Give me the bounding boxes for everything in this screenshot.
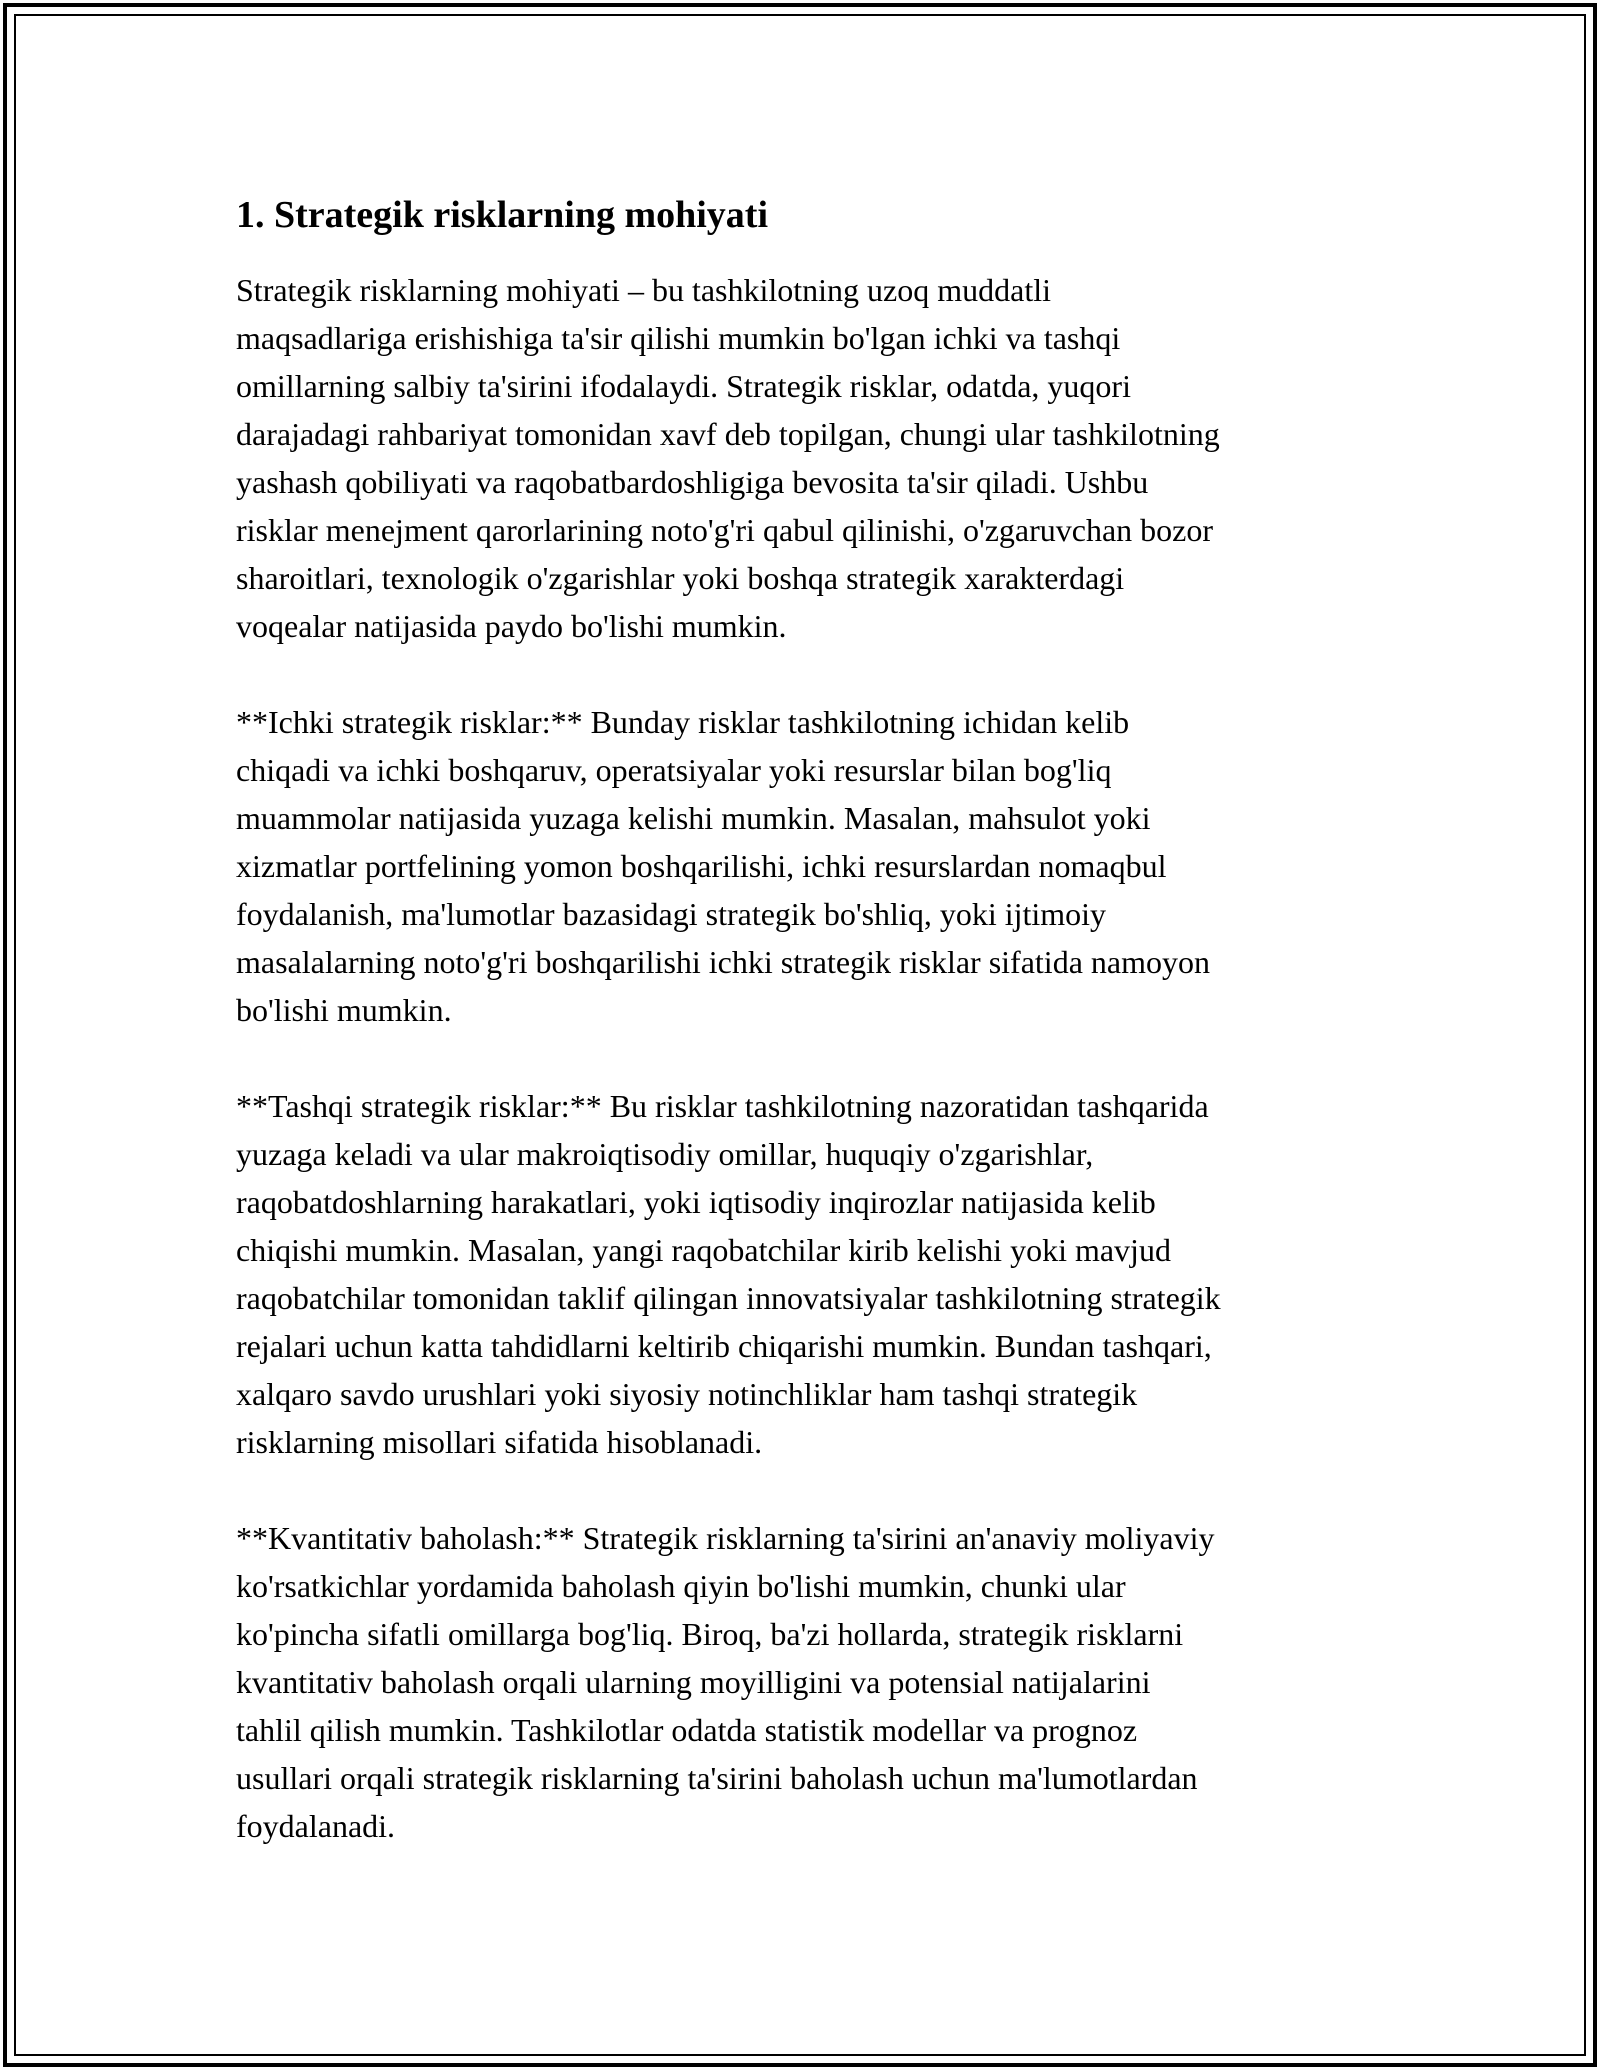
text-line: chiqadi va ichki boshqaruv, operatsiyalar yoki resurslar bilan bog'liq bbox=[236, 752, 1112, 788]
text-line: **Kvantitativ baholash:** Strategik risklarning ta'sirini an'anaviy moliyaviy bbox=[236, 1520, 1215, 1556]
text-line: usullari orqali strategik risklarning ta'sirini baholash uchun ma'lumotlardan bbox=[236, 1760, 1198, 1796]
paragraph-external-risks bbox=[236, 1082, 1376, 1466]
text-line: Strategik risklarning mohiyati – bu tashkilotning uzoq muddatli bbox=[236, 272, 1052, 308]
text-line: foydalanadi. bbox=[236, 1808, 396, 1844]
text-line: omillarning salbiy ta'sirini ifodalaydi. Strategik risklar, odatda, yuqori bbox=[236, 368, 1131, 404]
text-line: voqealar natijasida paydo bo'lishi mumkin. bbox=[236, 608, 787, 644]
text-line: maqsadlariga erishishiga ta'sir qilishi mumkin bo'lgan ichki va tashqi bbox=[236, 320, 1121, 356]
text-line: risklarning misollari sifatida hisoblanadi. bbox=[236, 1424, 763, 1460]
paragraph-intro bbox=[236, 266, 1376, 650]
text-line: sharoitlari, texnologik o'zgarishlar yoki boshqa strategik xarakterdagi bbox=[236, 560, 1125, 596]
text-line: yuzaga keladi va ular makroiqtisodiy omillar, huquqiy o'zgarishlar, bbox=[236, 1136, 1094, 1172]
text-line: **Ichki strategik risklar:** Bunday risklar tashkilotning ichidan kelib bbox=[236, 704, 1130, 740]
text-line: masalalarning noto'g'ri boshqarilishi ichki strategik risklar sifatida namoyon bbox=[236, 944, 1210, 980]
paragraph-internal-risks bbox=[236, 698, 1376, 1034]
text-line: bo'lishi mumkin. bbox=[236, 992, 452, 1028]
text-line: **Tashqi strategik risklar:** Bu risklar tashkilotning nazoratidan tashqarida bbox=[236, 1088, 1209, 1124]
text-line: foydalanish, ma'lumotlar bazasidagi strategik bo'shliq, yoki ijtimoiy bbox=[236, 896, 1107, 932]
text-line: yashash qobiliyati va raqobatbardoshligiga bevosita ta'sir qiladi. Ushbu bbox=[236, 464, 1149, 500]
paragraph-quantitative-assessment bbox=[236, 1514, 1376, 1850]
page-title: 1. Strategik risklarning mohiyati bbox=[236, 194, 769, 236]
document-body bbox=[236, 186, 1376, 1850]
text-line: darajadagi rahbariyat tomonidan xavf deb topilgan, chungi ular tashkilotning bbox=[236, 416, 1220, 452]
text-line: chiqishi mumkin. Masalan, yangi raqobatchilar kirib kelishi yoki mavjud bbox=[236, 1232, 1171, 1268]
text-line: tahlil qilish mumkin. Tashkilotlar odatda statistik modellar va prognoz bbox=[236, 1712, 1138, 1748]
text-line: raqobatchilar tomonidan taklif qilingan innovatsiyalar tashkilotning strategik bbox=[236, 1280, 1221, 1316]
text-line: muammolar natijasida yuzaga kelishi mumkin. Masalan, mahsulot yoki bbox=[236, 800, 1151, 836]
text-line: ko'pincha sifatli omillarga bog'liq. Biroq, ba'zi hollarda, strategik risklarni bbox=[236, 1616, 1184, 1652]
text-line: rejalari uchun katta tahdidlarni keltirib chiqarishi mumkin. Bundan tashqari, bbox=[236, 1328, 1212, 1364]
text-line: ko'rsatkichlar yordamida baholash qiyin bo'lishi mumkin, chunki ular bbox=[236, 1568, 1126, 1604]
text-line: xalqaro savdo urushlari yoki siyosiy notinchliklar ham tashqi strategik bbox=[236, 1376, 1138, 1412]
text-line: raqobatdoshlarning harakatlari, yoki iqtisodiy inqirozlar natijasida kelib bbox=[236, 1184, 1156, 1220]
text-line: xizmatlar portfelining yomon boshqarilishi, ichki resurslardan nomaqbul bbox=[236, 848, 1167, 884]
text-line: kvantitativ baholash orqali ularning moyilligini va potensial natijalarini bbox=[236, 1664, 1151, 1700]
text-line: risklar menejment qarorlarining noto'g'ri qabul qilinishi, o'zgaruvchan bozor bbox=[236, 512, 1214, 548]
